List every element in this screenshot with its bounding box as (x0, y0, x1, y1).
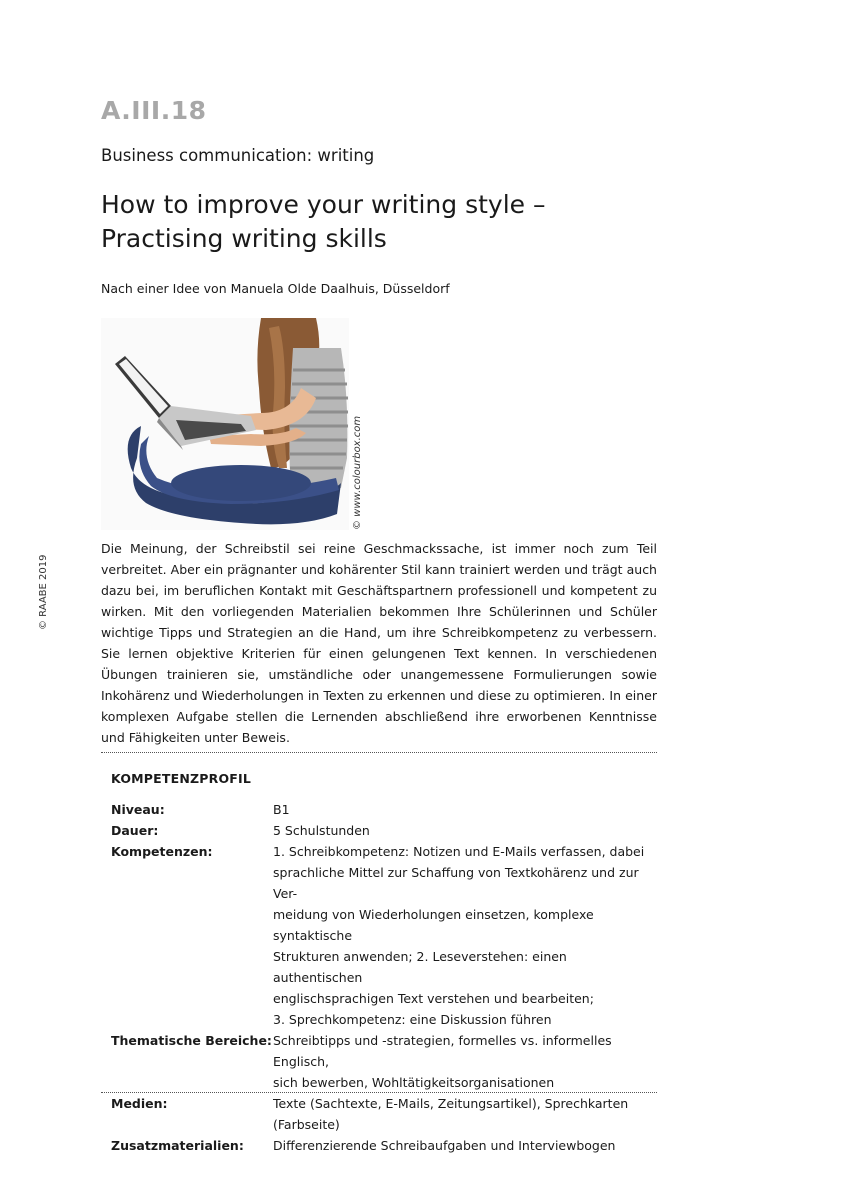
value-line: 1. Schreibkompetenz: Notizen und E-Mails verfassen, dabei (273, 844, 645, 859)
profile-value (273, 820, 651, 841)
competence-profile (111, 799, 651, 1156)
value-line: (Farbseite) (273, 1117, 340, 1132)
dotted-divider (101, 752, 657, 753)
value-line: englischsprachigen Text verstehen und bearbeiten; (273, 991, 594, 1006)
profile-heading: KOMPETENZPROFIL (111, 771, 252, 786)
document-code: A.III.18 (101, 96, 207, 125)
value-line: 5 Schulstunden (273, 823, 370, 838)
value-line: B1 (273, 802, 290, 817)
photo-credit: © www.colourbox.com (352, 415, 363, 530)
profile-row-niveau (111, 799, 651, 820)
profile-label: Kompetenzen: (111, 844, 213, 859)
profile-label: Medien: (111, 1096, 168, 1111)
profile-value (273, 1093, 651, 1135)
value-line: meidung von Wiederholungen einsetzen, komplexe syntaktische (273, 907, 594, 943)
value-line: Strukturen anwenden; 2. Leseverstehen: einen authentischen (273, 949, 567, 985)
dotted-divider (101, 1092, 657, 1093)
page-title (101, 188, 545, 256)
value-line: sich bewerben, Wohltätigkeitsorganisationen (273, 1075, 555, 1090)
value-line: Schreibtipps und -strategien, formelles vs. informelles Englisch, (273, 1033, 612, 1069)
value-line: 3. Sprechkompetenz: eine Diskussion führen (273, 1012, 552, 1027)
profile-label: Dauer: (111, 823, 159, 838)
woman-with-laptop-photo (101, 318, 349, 530)
profile-row-zusatzmaterialien (111, 1135, 651, 1156)
profile-label: Niveau: (111, 802, 165, 817)
profile-value (273, 1030, 651, 1093)
copyright-notice: © RAABE 2019 (38, 554, 49, 630)
intro-paragraph: Die Meinung, der Schreibstil sei reine Geschmackssache, ist immer noch zum Teil verbreitet. Aber ein prägnanter und kohärenter Stil kann trainiert werden und trägt auch dazu bei, im beruflichen Kontakt mit Geschäftspartnern professionell und kompetent zu wirken. Mit den vorliegenden Materialien bekommen Ihre Schülerinnen und Schüler wichtige Tipps und Strategien an die Hand, um ihre Schreibkompetenz zu verbessern. Sie lernen objektive Kriterien für einen gelungenen Text kennen. In verschiedenen Übungen trainieren sie, umständliche oder unangemessene Formulierungen sowie Inkohärenz und Wiederholungen in Texten zu erkennen und diese zu optimieren. In einer komplexen Aufgabe stellen die Lernenden abschließend ihre erworbenen Kenntnisse und Fähigkeiten unter Beweis. (101, 541, 657, 745)
subject-heading: Business communication: writing (101, 146, 375, 165)
title-line: How to improve your writing style – (101, 190, 546, 219)
value-line: Texte (Sachtexte, E-Mails, Zeitungsartikel), Sprechkarten (273, 1096, 629, 1111)
profile-value (273, 841, 651, 1030)
profile-row-dauer (111, 820, 651, 841)
title-line: Practising writing skills (101, 224, 387, 253)
author-line: Nach einer Idee von Manuela Olde Daalhuis, Düsseldorf (101, 281, 450, 296)
profile-row-kompetenzen (111, 841, 651, 1030)
value-line: sprachliche Mittel zur Schaffung von Textkohärenz und zur Ver- (273, 865, 639, 901)
profile-label: Thematische Bereiche: (111, 1033, 272, 1048)
value-line: Differenzierende Schreibaufgaben und Interviewbogen (273, 1138, 616, 1153)
profile-value (273, 799, 651, 820)
profile-row-thematische-bereiche (111, 1030, 651, 1093)
profile-row-medien (111, 1093, 651, 1135)
profile-value (273, 1135, 651, 1156)
profile-label: Zusatzmaterialien: (111, 1138, 244, 1153)
